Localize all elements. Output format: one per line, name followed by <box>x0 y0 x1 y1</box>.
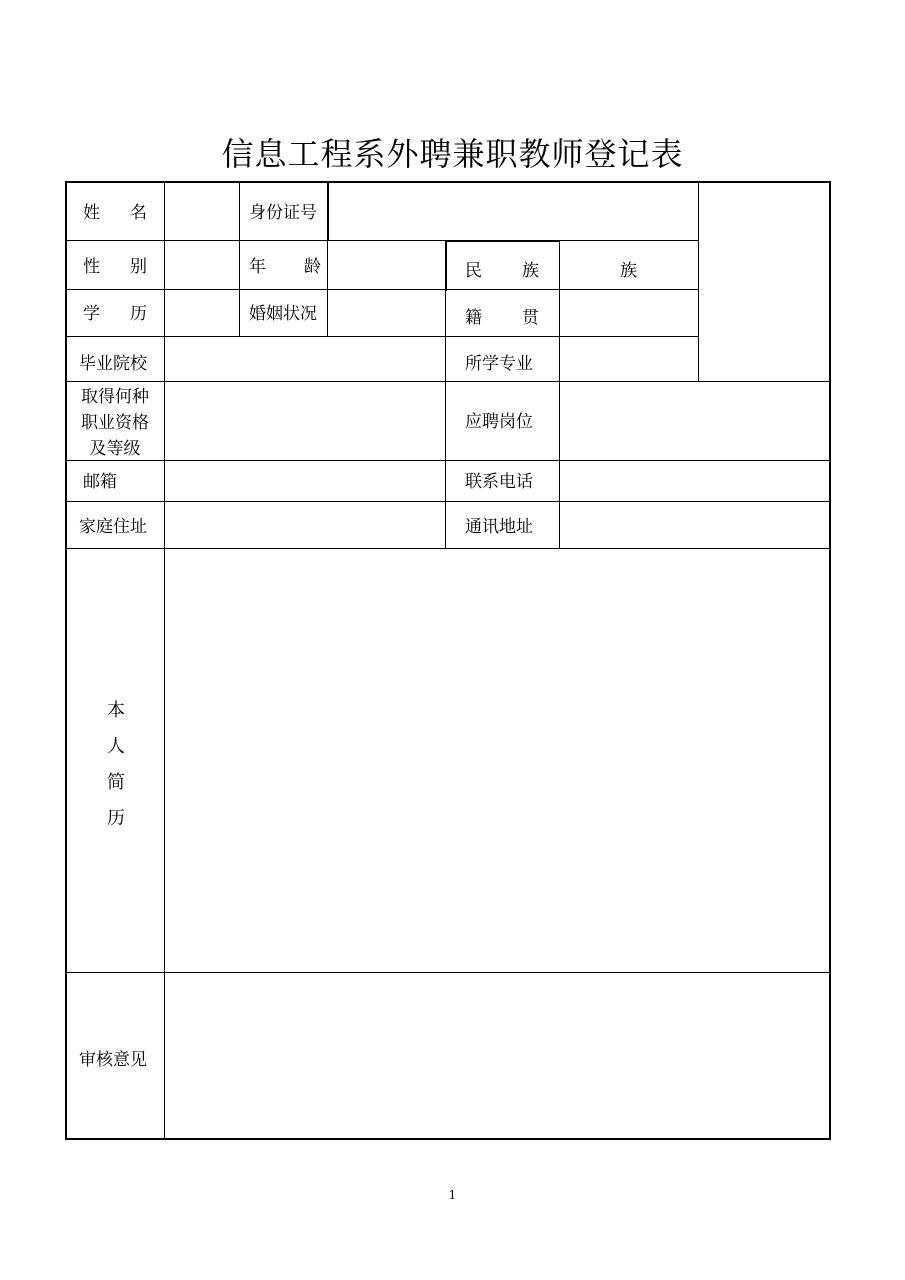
age-label: 年 龄 <box>249 257 321 277</box>
phone-label: 联系电话 <box>465 472 533 492</box>
page-number: 1 <box>448 1188 457 1202</box>
graduate-school-field[interactable] <box>165 337 445 381</box>
email-label: 邮箱 <box>83 472 117 492</box>
native-place-label: 籍 贯 <box>465 308 539 328</box>
graduate-school-label: 毕业院校 <box>79 354 147 374</box>
photo-area[interactable] <box>699 184 829 381</box>
resume-label: 本 人 简 历 <box>107 700 125 829</box>
marital-status-label: 婚姻状况 <box>249 304 317 324</box>
gender-field[interactable] <box>165 241 239 289</box>
marital-status-field[interactable] <box>328 290 445 336</box>
ethnicity-label: 民 族 <box>465 261 539 281</box>
registration-form-table <box>65 181 831 1140</box>
qualification-label: 取得何种 职业资格 及等级 <box>81 387 149 459</box>
mailing-address-field[interactable] <box>560 502 829 548</box>
review-label: 审核意见 <box>79 1050 147 1070</box>
home-address-label: 家庭住址 <box>79 517 147 537</box>
name-field[interactable] <box>165 184 239 240</box>
id-number-field[interactable] <box>329 184 698 240</box>
education-field[interactable] <box>165 290 239 336</box>
resume-field[interactable] <box>165 549 829 972</box>
ethnicity-top-border <box>445 240 560 242</box>
age-field[interactable] <box>328 241 445 289</box>
column-divider <box>239 183 240 336</box>
home-address-field[interactable] <box>165 502 445 548</box>
qualification-field[interactable] <box>165 382 445 460</box>
name-label: 姓 名 <box>83 203 147 223</box>
column-divider <box>445 289 446 548</box>
email-field[interactable] <box>165 461 445 501</box>
education-label: 学 历 <box>83 304 147 324</box>
major-field[interactable] <box>560 337 698 381</box>
id-number-label: 身份证号 <box>249 203 317 223</box>
major-label: 所学专业 <box>465 354 533 374</box>
phone-field[interactable] <box>560 461 829 501</box>
ethnicity-suffix: 族 <box>620 261 637 281</box>
column-divider <box>445 240 447 291</box>
mailing-address-label: 通讯地址 <box>465 517 533 537</box>
position-field[interactable] <box>560 382 829 460</box>
page-title: 信息工程系外聘兼职教师登记表 <box>221 135 684 174</box>
position-label: 应聘岗位 <box>465 412 533 432</box>
review-field[interactable] <box>165 973 829 1138</box>
gender-label: 性 别 <box>83 257 147 277</box>
native-place-field[interactable] <box>560 290 698 336</box>
